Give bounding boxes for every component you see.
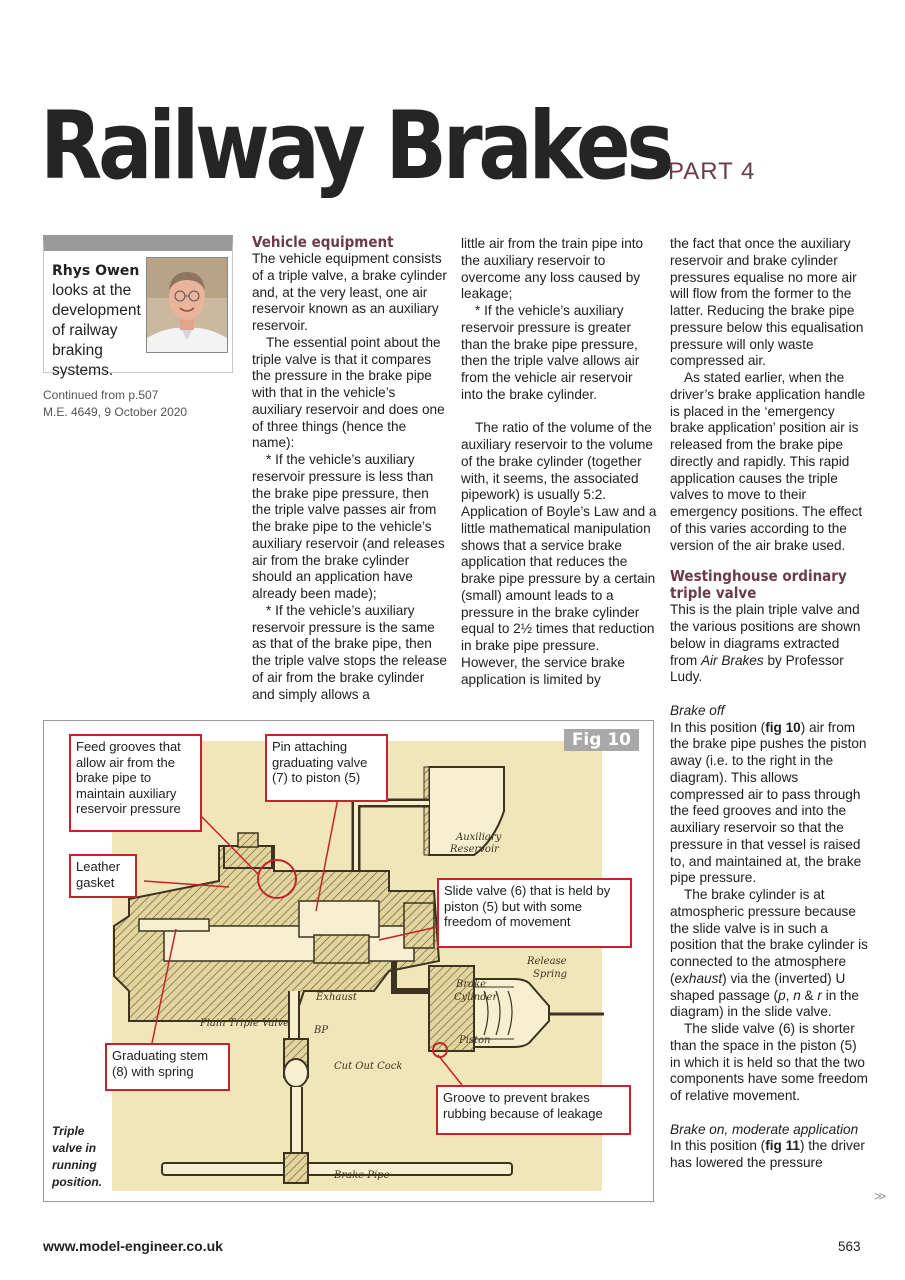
diagram-label: Cut Out Cock [334,1061,403,1072]
diagram-label: Cylinder [454,992,498,1003]
paragraph: little air from the train pipe into the auxiliary reservoir to overcome any loss caused by leakage; [461,236,644,302]
page-title: Railway Brakes [40,92,671,201]
author-photo [146,257,228,353]
paragraph: * If the vehicle’s auxiliary reservoir pressure is less than the brake pipe pressure, then the triple valve passes air from the brake pipe to the vehicle’s auxiliary reservoir (and releases air from the brake cylinder should an application have already been made); [252,452,445,601]
paragraph: As stated earlier, when the driver’s brake application handle is placed in the ‘emergency brake application’ position air is released from the brake pipe directly and rapidly. This rapid application causes the triple valves to move to their emergency positions. The effect of this varies according to the version of the air brake used. [670,370,866,553]
diagram-label: Reservoir [450,844,499,855]
footer-url[interactable]: www.model-engineer.co.uk [43,1238,223,1254]
figure-caption: Triple valve in running position. [52,1124,102,1189]
diagram-label: Exhaust [316,992,357,1003]
author-box [43,235,233,379]
continue-arrow-icon: ≫ [874,1189,887,1203]
paragraph: * If the vehicle’s auxiliary reservoir pressure is the same as that of the brake pipe, then the triple valve stops the release of air from the brake cylinder and simply allows a [252,602,447,702]
figure-10 [43,720,654,1202]
callout-graduating-stem: Graduating stem (8) with spring [105,1043,230,1091]
article-column-3 [670,236,868,1172]
section-heading-westinghouse: Westinghouse ordinary triple valve [670,567,847,603]
diagram-label: Brake Pipe [334,1170,390,1181]
paragraph: The essential point about the triple valve is that it compares the pressure in the brake pipe with that in the vehicle’s auxiliary reservoir and does one of three things (hence the name): [252,334,445,451]
part-label: PART 4 [668,158,756,185]
callout-feed-grooves: Feed grooves that allow air from the brake pipe to maintain auxiliary reservoir pressure [69,734,202,832]
section-heading-vehicle-equipment: Vehicle equipment [252,233,394,251]
paragraph: This is the plain triple valve and the various positions are shown below in diagrams extracted from Air Brakes by Professor Ludy. [670,602,861,685]
diagram-label: Piston [459,1035,491,1046]
callout-pin: Pin attaching graduating valve (7) to piston (5) [265,734,388,802]
paragraph: In this position (fig 10) air from the brake pipe pushes the piston away (i.e. to the right in the diagram). This allows compressed air to pass through the feed grooves and into the auxiliary reservoir so that the pressure in that vessel is raised to, and maintained at, the brake pipe pressure. [670,719,867,886]
diagram-label: Brake [456,979,487,990]
paragraph: The vehicle equipment consists of a triple valve, a brake cylinder and, at the very least, one air reservoir known as an auxiliary reservoir. [252,251,447,333]
figure-number-tag: Fig 10 [564,729,639,751]
callout-leather-gasket: Leather gasket [69,854,137,898]
paragraph: In this position (fig 11) the driver has lowered the pressure [670,1138,865,1170]
paragraph: * If the vehicle’s auxiliary reservoir pressure is greater than the brake pipe pressure, then the triple valve allows air from the vehicle air reservoir into the brake cylinder. [461,303,640,402]
page-number: 563 [838,1239,861,1254]
diagram-label: Spring [533,969,568,980]
paragraph: The slide valve (6) is shorter than the space in the piston (5) in which it is held so that the two components have some freedom of relative movement. [670,1021,868,1103]
diagram-label: Auxiliary [456,832,502,843]
diagram-label: Release [527,956,567,967]
callout-slide-valve: Slide valve (6) that is held by piston (5) but with some freedom of movement [437,878,632,948]
paragraph: The ratio of the volume of the auxiliary reservoir to the volume of the brake cylinder (together with, it seems, the associated pipework) is usually 5:2. Application of Boyle’s Law and a little mathematical manipulation shows that a service brake application that reduces the brake pipe pressure by a certain (small) amount leads to a pressure in the brake cylinder equal to 2½ times that reduction in brake pipe pressure. However, the service brake application is limited by [461,420,657,687]
subheading-brake-on: Brake on, moderate application [670,1121,859,1137]
subheading-brake-off: Brake off [670,702,725,718]
author-intro: Rhys Owen looks at the development of railway braking systems. [52,263,141,379]
author-name: Rhys Owen [52,263,140,279]
paragraph: the fact that once the auxiliary reservoir and brake cylinder pressures equalise no more air will flow from the former to the latter. Reducing the brake pipe pressure below this equalisation pressure will only waste compressed air. [670,236,864,369]
continued-note: Continued from p.507 M.E. 4649, 9 October 2020 [43,388,188,419]
article-column-2 [461,236,657,688]
diagram-label: BP [314,1025,329,1036]
diagram-label: Plain Triple Valve [200,1018,290,1029]
article-column-1 [252,234,448,703]
paragraph: The brake cylinder is at atmospheric pressure because the slide valve is in such a position that the brake cylinder is connected to the atmosphere (exhaust) via the (inverted) U shaped passage (p, n & r in the diagram) in the slide valve. [670,887,868,1020]
callout-groove: Groove to prevent brakes rubbing because of leakage [436,1085,631,1135]
